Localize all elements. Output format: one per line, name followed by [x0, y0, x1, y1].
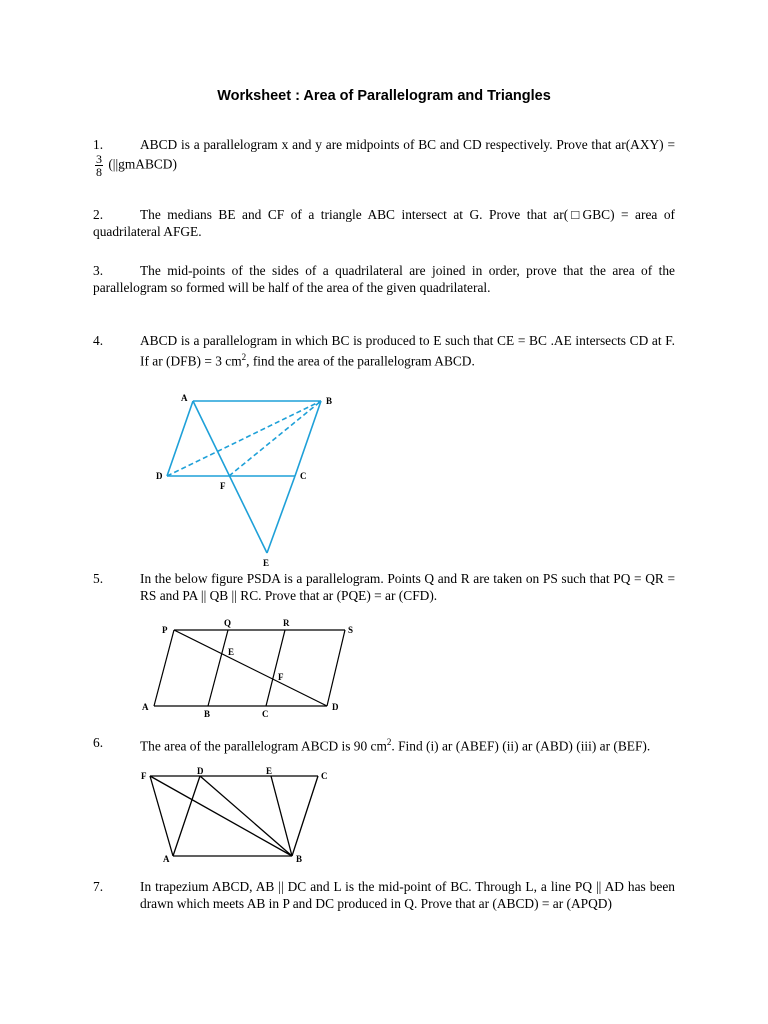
fig6-label: E [266, 766, 273, 776]
question-number: 3. [93, 263, 104, 278]
question-text: In the below figure PSDA is a parallelogram. Points Q and R are taken on PS such that PQ = QR = RS and PA || QB || RC. Prove that ar (PQE) = ar (CFD). [140, 571, 675, 603]
fig5-label: Q [224, 618, 232, 628]
question-text-end: (||gmABCD) [105, 156, 177, 172]
question-text-end: , find the area of the parallelogram ABCD. [246, 353, 475, 369]
fig6-label: C [321, 771, 328, 781]
fig6-label: F [141, 771, 147, 781]
question-number: 2. [93, 207, 104, 222]
fig5-label: E [228, 647, 235, 657]
question-3 [93, 262, 675, 296]
fig4-label: A [181, 393, 188, 403]
question-number: 5. [93, 571, 104, 586]
fig5-label: A [142, 702, 149, 712]
question-text: The mid-points of the sides of a quadrilateral are joined in order, prove that the area of the parallelogram so formed will be half of the area of the given quadrilateral. [93, 263, 675, 295]
question-5 [93, 570, 675, 604]
fraction [95, 153, 103, 178]
question-4 [93, 332, 675, 369]
question-2 [93, 206, 675, 240]
fraction-denominator: 8 [96, 165, 102, 179]
question-number: 7. [93, 879, 104, 894]
superscript: 2 [241, 352, 247, 362]
question-number: 1. [93, 137, 104, 152]
question-text: ABCD is a parallelogram x and y are midpoints of BC and CD respectively. Prove that ar(AXY) = [140, 137, 675, 152]
question-text: In trapezium ABCD, AB || DC and L is the mid-point of BC. Through L, a line PQ || AD has been drawn which meets AB in P and DC produced in Q. Prove that ar (ABCD) = ar (APQD) [140, 879, 675, 911]
fig4-label: F [220, 481, 226, 491]
fig5-label: R [283, 618, 290, 628]
question-text: The medians BE and CF of a triangle ABC intersect at G. Prove that ar(□GBC) = area of quadrilateral AFGE. [93, 207, 675, 239]
superscript: 2 [386, 737, 392, 747]
question-text: ABCD is a parallelogram in which BC is produced to E such that CE = BC .AE intersects CD at F. If ar (DFB) = 3 cm [140, 333, 675, 369]
fig5-label: S [348, 625, 354, 635]
fig4-label: B [326, 396, 333, 406]
question-number: 6. [93, 735, 104, 750]
question-7 [93, 878, 675, 912]
worksheet-title: Worksheet : Area of Parallelogram and Triangles [217, 88, 551, 104]
question-text: The area of the parallelogram ABCD is 90 cm [140, 738, 387, 754]
question-text-end: . Find (i) ar (ABEF) (ii) ar (ABD) (iii) ar (BEF). [391, 738, 651, 754]
fig5-label: B [204, 709, 211, 719]
fig6-label: B [296, 854, 303, 864]
fig6-label: A [163, 854, 170, 864]
fig5-label: D [332, 702, 339, 712]
fig4-label: C [300, 471, 307, 481]
question-6 [93, 734, 675, 754]
fig6-label: D [197, 766, 204, 776]
fig5-label: C [262, 709, 269, 719]
fig4-label: D [156, 471, 163, 481]
fraction-numerator: 3 [96, 152, 102, 166]
fig5-label: F [278, 672, 284, 682]
fig5-label: P [162, 625, 168, 635]
question-number: 4. [93, 333, 104, 348]
question-1 [93, 136, 675, 178]
fig4-label: E [263, 558, 270, 568]
